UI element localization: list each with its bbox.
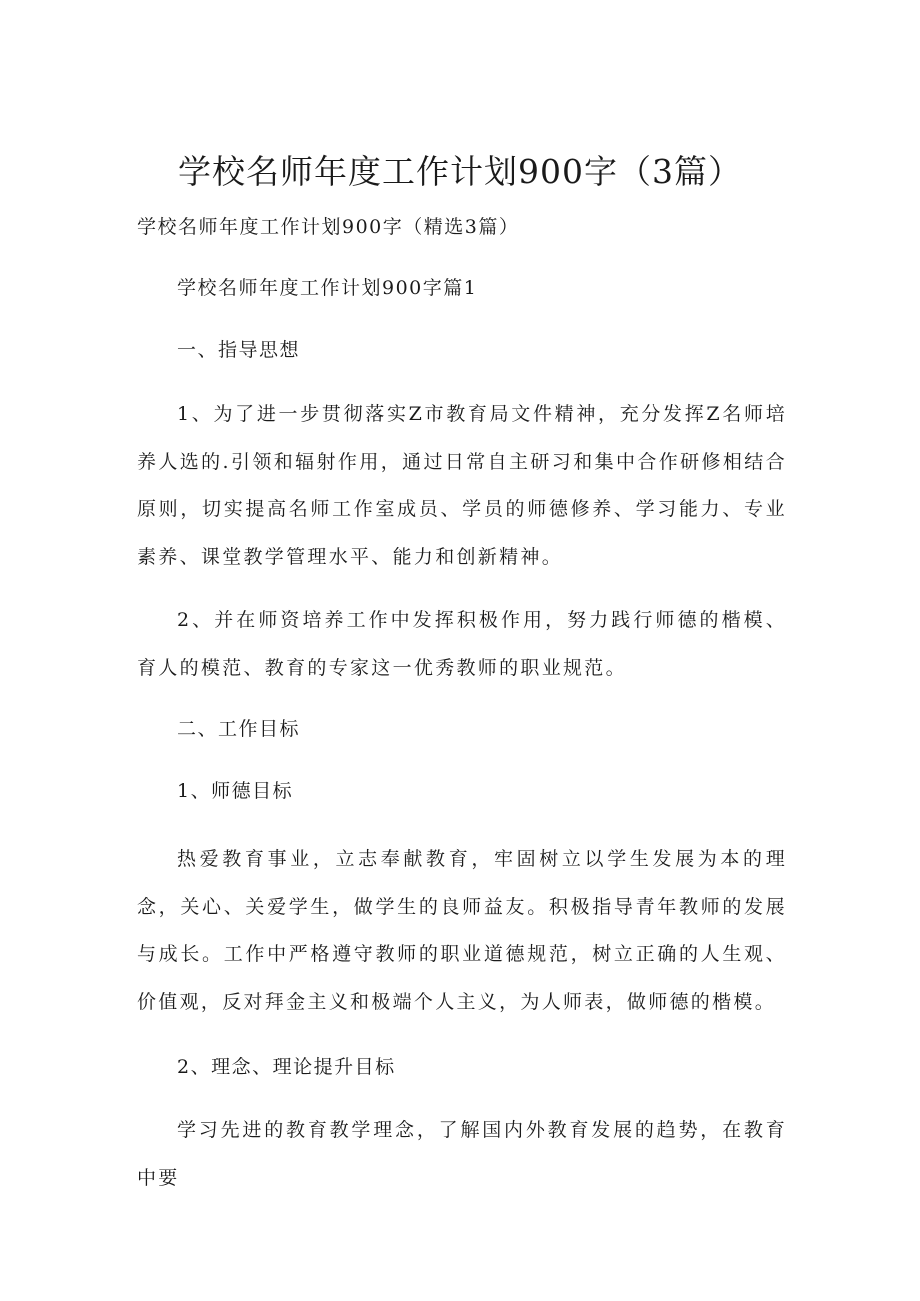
heading-theory-goal: 2、理念、理论提升目标 bbox=[177, 1056, 396, 1078]
document-title: 学校名师年度工作计划900字（3篇） bbox=[178, 152, 742, 191]
heading-guiding-ideology: 一、指导思想 bbox=[177, 339, 301, 361]
paragraph-theory: 学习先进的教育教学理念，了解国内外教育发展的趋势，在教育中要 bbox=[137, 1119, 787, 1189]
section-heading: 学校名师年度工作计划900字篇1 bbox=[177, 277, 478, 299]
heading-work-goals: 二、工作目标 bbox=[177, 718, 301, 740]
paragraph-guiding-1: 1、为了进一步贯彻落实Z市教育局文件精神，充分发挥Z名师培养人选的.引领和辐射作用，通过日常自主研习和集中合作研修相结合原则，切实提高名师工作室成员、学员的师德修养、学习能力、专业素养、课堂教学管理水平、能力和创新精神。 bbox=[137, 403, 787, 568]
paragraph-ethics: 热爱教育事业，立志奉献教育，牢固树立以学生发展为本的理念，关心、关爱学生，做学生的良师益友。积极指导青年教师的发展与成长。工作中严格遵守教师的职业道德规范，树立正确的人生观、价值观，反对拜金主义和极端个人主义，为人师表，做师德的楷模。 bbox=[137, 848, 787, 1013]
paragraph-guiding-2: 2、并在师资培养工作中发挥积极作用，努力践行师德的楷模、育人的模范、教育的专家这一优秀教师的职业规范。 bbox=[137, 609, 787, 679]
document-subtitle: 学校名师年度工作计划900字（精选3篇） bbox=[137, 216, 520, 238]
heading-ethics-goal: 1、师德目标 bbox=[177, 780, 294, 802]
